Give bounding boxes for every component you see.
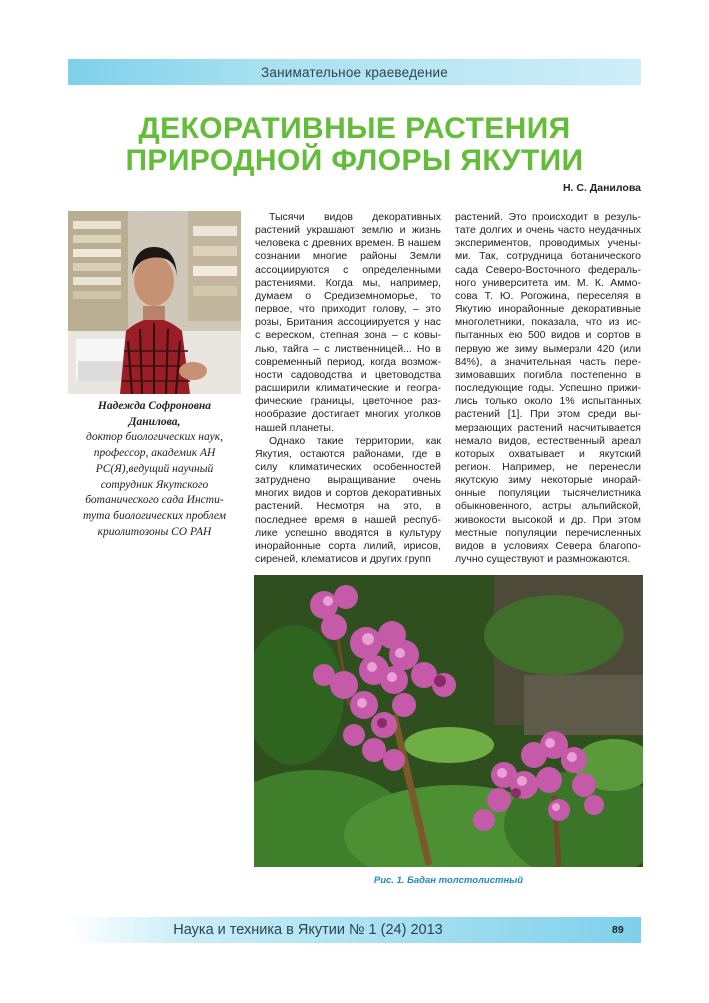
author-desc-line: ботанического сада Инсти- [85, 494, 224, 507]
figure-caption: Рис. 1. Бадан толстолистный [373, 875, 524, 886]
bergenia-flower-photo [254, 575, 643, 867]
author-name-line2: Данилова, [128, 415, 181, 428]
author-desc-line: тута биологических проблем [82, 509, 227, 522]
section-title: Занимательное краеведение [261, 64, 448, 80]
author-desc-line: доктор биологических наук, [86, 431, 223, 444]
author-desc-line: сотрудник Якутского [100, 478, 209, 491]
article-author: Н. С. Данилова [562, 182, 641, 194]
author-desc-line: РС(Я),ведущий научный [95, 462, 214, 475]
paragraph: Однако такие территории, как Якутия, остаются районами, где в силу климатических особенностей затруднено выращивание очень многих видов и сортов декоративных растений. Несмотря на это, в последнее время в нашей республике успешно вводятся в культуру инорайонные сорта лилий, ирисов, сиреней, клематисов и других групп [255, 434, 441, 566]
text-column-2 [455, 211, 641, 566]
journal-title: Наука и техника в Якутии № 1 (24) 2013 [173, 922, 443, 938]
author-name-line1: Надежда Софроновна [97, 400, 212, 412]
author-portrait-photo [68, 211, 241, 394]
paragraph: Тысячи видов декоративных растений украшают землю и жизнь человека с древних времен. В нашем сознании многие районы Земли ассоциируются с определенными растениями. Когда мы, например, думаем о Средиземноморье, то первое, что приходит голову, – это розы, Британия ассоциируется у нас с вереском, степная зона – с ковылью, тайга – с лиственницей... Но в современный период, когда возможности садоводства и цветоводства расширили климатические и географические границы, цветочное разнообразие достигает многих уголков нашей планеты. [255, 211, 441, 434]
article-title [68, 113, 641, 177]
author-desc-line: профессор, академик АН [93, 447, 216, 460]
page-number: 89 [612, 924, 624, 936]
article-title-line2: ПРИРОДНОЙ ФЛОРЫ ЯКУТИИ [125, 144, 584, 177]
author-caption [68, 399, 241, 540]
section-header-band [68, 59, 641, 85]
article-title-line1: ДЕКОРАТИВНЫЕ РАСТЕНИЯ [138, 112, 571, 145]
paragraph: растений. Это происходит в результате долгих и очень часто неудачных экспериментов, проводимых учеными. Так, сотрудница ботанического сада Северо-Восточного федерального университета им. М. К. Аммосова Т. Ю. Рогожина, переселяя в Якутию инорайонные декоративные многолетники, показала, что из испытанных ею 500 видов и сортов в первую же зиму вымерзли 420 (или 84%), а значительная часть перезимовавших погибла постепенно в последующие годы. Успешно прижились только около 1% испытанных растений [1]. При этом среди вымерзающих растений насчитывается немало видов, естественный ареал которых охватывает и якутский регион. Например, не перенесли якутскую зиму некоторые инорайонные популяции тысячелистника обыкновенного, астры альпийской, живокости высокой и др. При этом местные популяции перечисленных видов в условиях Севера благополучно существуют и размножаются. [455, 211, 641, 566]
author-desc-line: криолитозоны СО РАН [97, 525, 212, 538]
text-column-1 [255, 211, 441, 566]
